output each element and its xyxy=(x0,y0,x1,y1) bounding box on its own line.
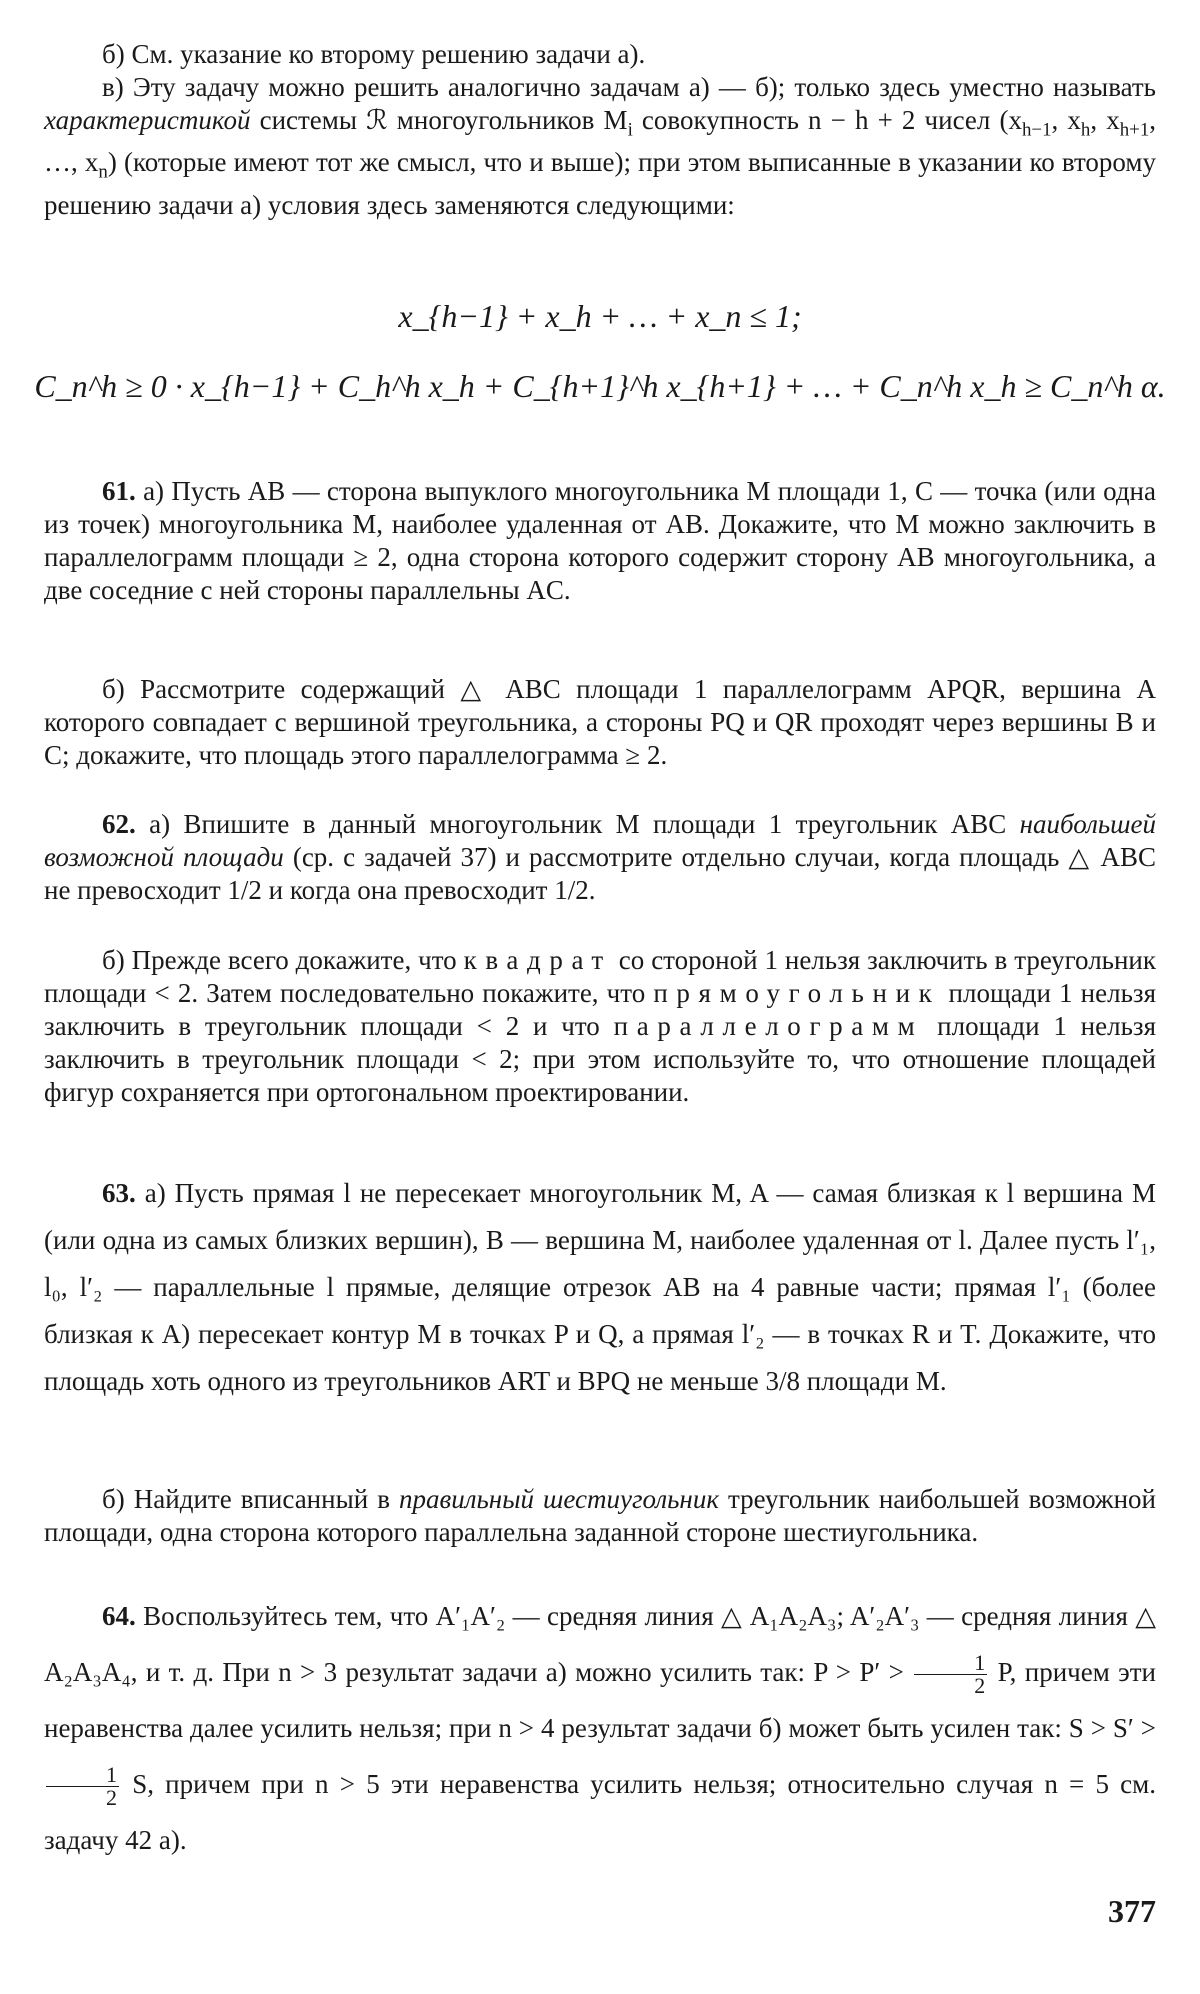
formula-2: C_n^h ≥ 0 · x_{h−1} + C_h^h x_h + C_{h+1}^h x_{h+1} + … + C_n^h x_h ≥ C_n^h α. xyxy=(34,368,1166,404)
paragraph-63a: 63. а) Пусть прямая l не пересекает многоугольник M, A — самая близкая к l вершина M (или одна из самых близких вершин), B — вершина M, наиболее удаленная от l. Далее пусть l′₁, l₀, l′₂ — параллельные l прямые, делящие отрезок AB на 4 равные части; прямая l′₁ (более близкая к A) пересекает контур M в точках P и Q, а прямая l′₂ — в точках R и T. Докажите, что площадь хоть одного из треугольников ART и BPQ не меньше 3/8 площади M. xyxy=(44,1178,1156,1396)
paragraph-60b: б) См. указание ко второму решению задачи а). xyxy=(102,39,646,69)
paragraph-61b: б) Рассмотрите содержащий △ ABC площади 1 параллелограмм APQR, вершина A которого совпадает с вершиной треугольника, а стороны PQ и QR проходят через вершины B и C; докажите, что площадь этого параллелограмма ≥ 2. xyxy=(44,674,1156,770)
paragraph-62a: 62. а) Впишите в данный многоугольник M площади 1 треугольник ABC наибольшей возможной площади (ср. с задачей 37) и рассмотрите отдельно случаи, когда площадь △ ABC не превосходит 1/2 и когда она превосходит 1/2. xyxy=(44,809,1156,905)
paragraph-63b: б) Найдите вписанный в правильный шестиугольник треугольник наибольшей возможной площади, одна сторона которого параллельна заданной стороне шестиугольника. xyxy=(44,1484,1156,1547)
fraction-one-half: $\frac{1}{2}$ xyxy=(914,1652,987,1697)
paragraph-61a: 61. а) Пусть AB — сторона выпуклого многоугольника M площади 1, C — точка (или одна из точек) многоугольника M, наиболее удаленная от AB. Докажите, что M можно заключить в параллелограмм площади ≥ 2, одна сторона которого содержит сторону AB многоугольника, а две соседние с ней стороны параллельны AC. xyxy=(44,476,1156,605)
paragraph-60c: в) Эту задачу можно решить аналогично задачам а) — б); только здесь уместно называть характеристикой системы ℛ многоугольников $M_i$ совокупность n − h + 2 чисел ($x_{h-1}$, $x_h$, $x_{h+1}$, …, $x_n$) (которые имеют тот же смысл, что и выше); при этом выписанные в указании ко второму решению задачи а) условия здесь заменяются следующими: xyxy=(44,72,1157,220)
formula-1: x_{h−1} + x_h + … + x_n ≤ 1; xyxy=(398,298,802,334)
fraction-one-half: $\frac{1}{2}$ xyxy=(46,1764,119,1809)
paragraph-64: 64. Воспользуйтесь тем, что A′₁A′₂ — средняя линия △ A₁A₂A₃; A′₂A′₃ — средняя линия △ A₂A₃A₄, и т. д. При n > 3 результат задачи а) можно усилить так: P > P′ > $\frac{1}{2}$ P, причем эти неравенства далее усилить нельзя; при n > 4 результат задачи б) может быть усилен так: S > S′ > $\frac{1}{2}$ S, причем при n > 5 эти неравенства усилить нельзя; относительно случая n = 5 см. задачу 42 а). xyxy=(44,1601,1156,1855)
paragraph-62b: б) Прежде всего докажите, что квадрат со стороной 1 нельзя заключить в треугольник площади < 2. Затем последовательно покажите, что прямоугольник площади 1 нельзя заключить в треугольник площади < 2 и что параллелограмм площади 1 нельзя заключить в треугольник площади < 2; при этом используйте то, что отношение площадей фигур сохраняется при ортогональном проектировании. xyxy=(44,945,1156,1107)
page-number: 377 xyxy=(1108,1893,1156,1929)
